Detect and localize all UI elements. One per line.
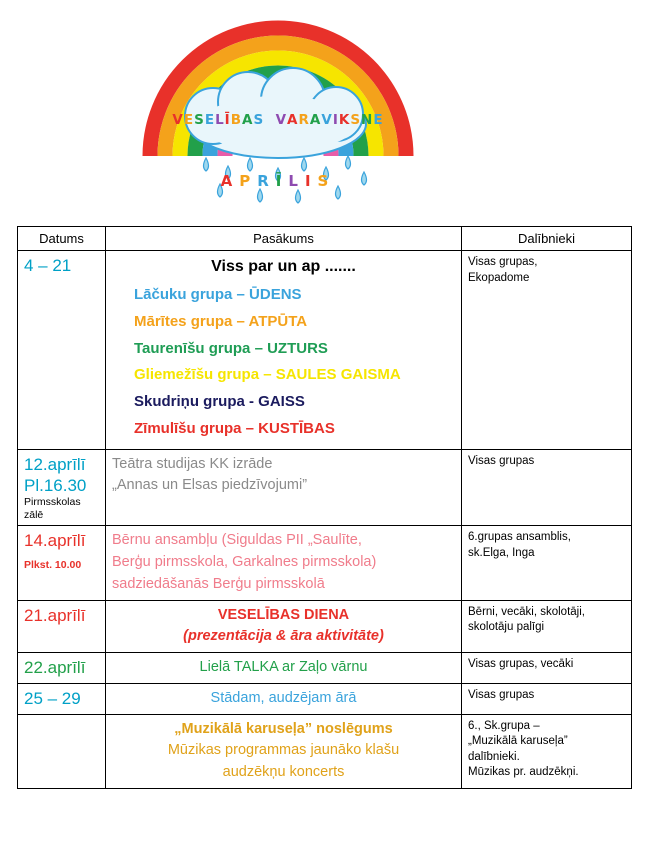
logo-title-letter: S — [350, 112, 362, 128]
logo-month-letter: I — [304, 172, 318, 190]
table-header-row — [18, 227, 632, 251]
table-row — [18, 526, 632, 600]
logo-title-letter: V — [321, 112, 333, 128]
cell-event: VESELĪBAS DIENA (prezentācija & āra aktivitāte) — [106, 600, 462, 653]
logo-title-letter: S — [253, 112, 265, 128]
cell-date: 21.aprīlī — [18, 600, 106, 653]
cell-date — [18, 714, 106, 788]
header-participants: Dalībnieki — [462, 227, 632, 251]
logo-month-letter: A — [220, 172, 240, 190]
rainbow-logo — [128, 6, 428, 206]
cell-date: 12.aprīlī Pl.16.30 Pirmsskolas zālē — [18, 449, 106, 526]
schedule-table — [17, 226, 632, 789]
logo-title-letter: E — [183, 112, 195, 128]
cell-event: Bērnu ansambļu (Siguldas PII „Saulīte, Berģu pirmsskola, Garkalnes pirmsskola) sadziedāšanās Berģu pirmsskolā — [106, 526, 462, 600]
logo-title-letter: V — [172, 112, 184, 128]
table-row — [18, 600, 632, 653]
logo-title-letter: I — [332, 112, 339, 128]
cell-event: Teātra studijas KK izrāde „Annas un Elsas piedzīvojumi” — [106, 449, 462, 526]
logo-month-letter: S — [317, 172, 336, 190]
logo-title-letter: Ī — [224, 112, 231, 128]
logo-month-letter: L — [288, 172, 305, 190]
logo-title-letter: V — [275, 112, 288, 128]
logo-month-letter: Ī — [275, 172, 289, 190]
table-row — [18, 251, 632, 450]
logo-title-letter: A — [287, 112, 299, 128]
logo-title-letter: E — [373, 112, 384, 128]
logo-title-letter: L — [215, 112, 225, 128]
cell-event: Viss par un ap ....... Lāčuku grupa – ŪDENS Mārītes grupa – ATPŪTA Taurenīšu grupa – UZTURS Gliemežīšu grupa – SAULES GAISMA Skudriņu grupa - GAISS Zīmulīšu grupa – KUSTĪBAS — [106, 251, 462, 450]
cell-participants: Visas grupas — [462, 449, 632, 526]
cell-participants: Bērni, vecāki, skolotāji, skolotāju palīgi — [462, 600, 632, 653]
logo-title-letter: N — [361, 112, 374, 128]
logo-title-letter — [264, 112, 275, 128]
logo-title-letter: E — [204, 112, 216, 128]
logo-title-letter: K — [338, 112, 351, 128]
cell-participants: Visas grupas, Ekopadome — [462, 251, 632, 450]
cell-event: „Muzikālā karuseļa” noslēgums Mūzikas programmas jaunāko klašu audzēkņu koncerts — [106, 714, 462, 788]
table-row — [18, 683, 632, 714]
cell-date: 4 – 21 — [18, 251, 106, 450]
header-date: Datums — [18, 227, 106, 251]
table-row — [18, 449, 632, 526]
logo-month-title — [128, 172, 428, 190]
table-row — [18, 653, 632, 684]
table-row — [18, 714, 632, 788]
logo-title-letter: R — [298, 112, 310, 128]
cell-participants: 6., Sk.grupa – „Muzikālā karuseļa” dalībnieki. Mūzikas pr. audzēkņi. — [462, 714, 632, 788]
logo-month-letter: P — [239, 172, 258, 190]
cell-participants: 6.grupas ansamblis, sk.Elga, Inga — [462, 526, 632, 600]
logo-area — [0, 0, 648, 212]
logo-title-letter: A — [309, 112, 322, 128]
cell-date: 22.aprīlī — [18, 653, 106, 684]
cell-event: Lielā TALKA ar Zaļo vārnu — [106, 653, 462, 684]
cell-date: 25 – 29 — [18, 683, 106, 714]
logo-title-letter: B — [230, 112, 242, 128]
cell-date: 14.aprīlī Plkst. 10.00 — [18, 526, 106, 600]
cell-event: Stādam, audzējam ārā — [106, 683, 462, 714]
logo-title — [128, 112, 428, 128]
logo-title-letter: A — [242, 112, 254, 128]
logo-month-letter: R — [257, 172, 276, 190]
cell-participants: Visas grupas, vecāki — [462, 653, 632, 684]
cell-participants: Visas grupas — [462, 683, 632, 714]
header-event: Pasākums — [106, 227, 462, 251]
logo-title-letter: S — [194, 112, 205, 128]
